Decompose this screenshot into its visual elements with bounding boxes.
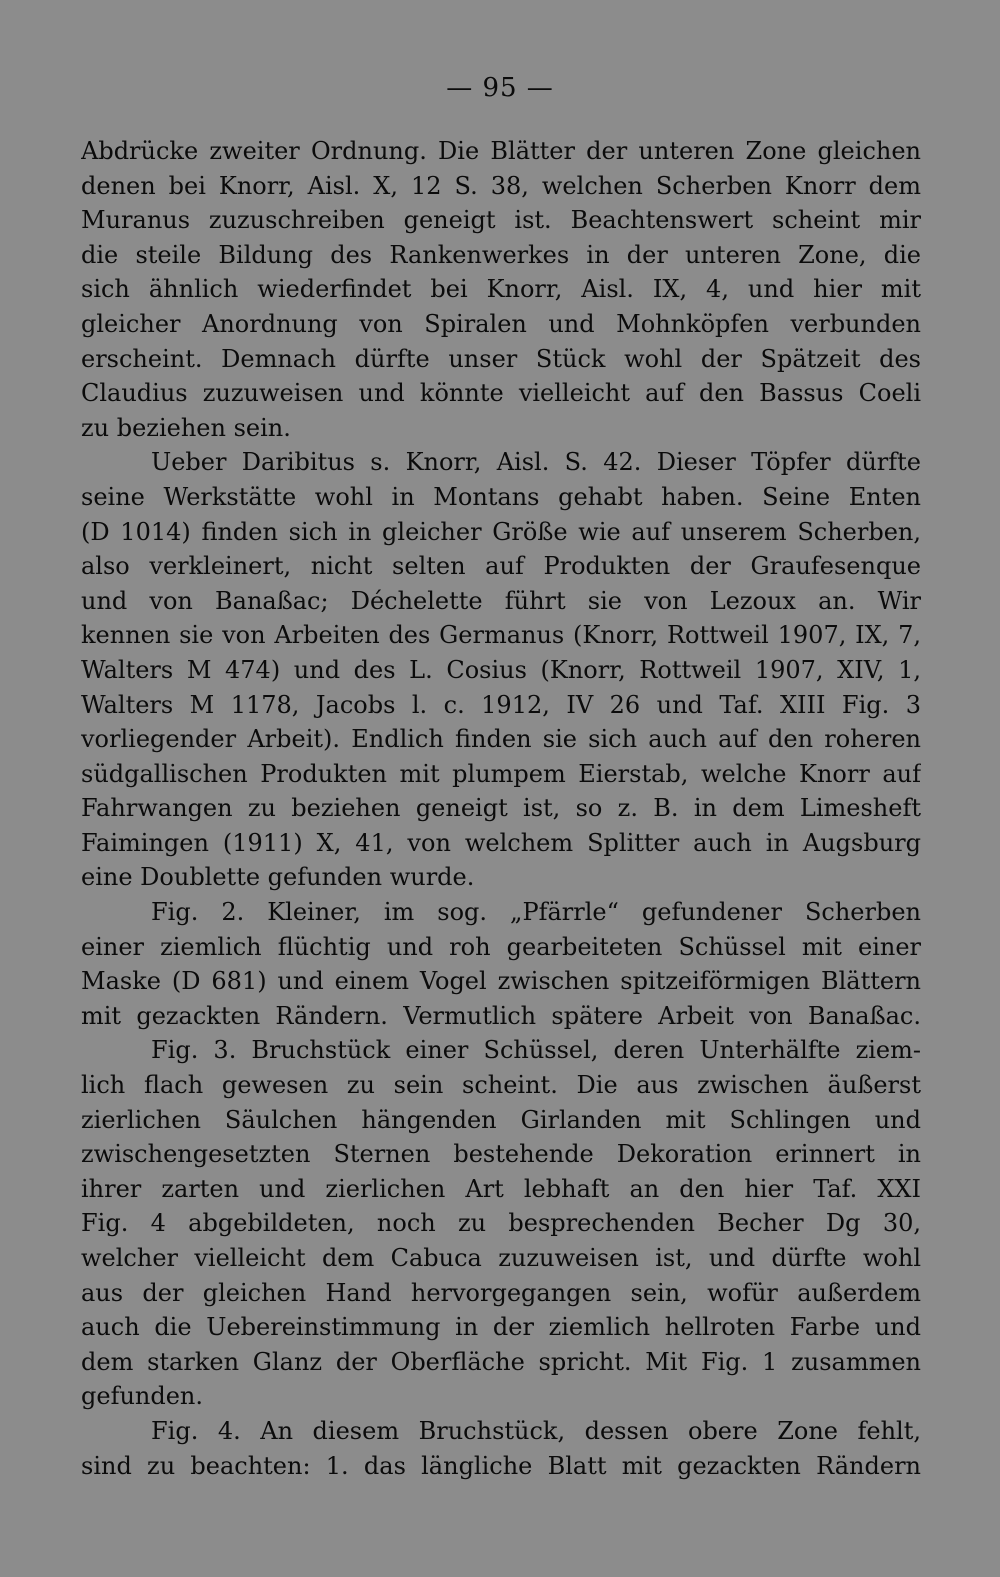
text-line: Abdrücke zweiter Ordnung. Die Blätter der unteren Zone gleichen — [81, 137, 921, 165]
text-line: zu beziehen sein. — [81, 413, 291, 442]
text-line: einer ziemlich flüchtig und roh gearbeiteten Schüssel mit einer — [81, 932, 921, 961]
text-line: aus der gleichen Hand hervorgegangen sein, wofür außerdem — [81, 1278, 921, 1307]
text-line: auch die Uebereinstimmung in der ziemlich hellroten Farbe und — [81, 1313, 921, 1342]
text-line: mit gezackten Rändern. Vermutlich spätere Arbeit von Banaßac. — [81, 1001, 921, 1030]
text-line: eine Doublette gefunden wurde. — [81, 863, 475, 892]
text-line: ihrer zarten und zierlichen Art lebhaft an den hier Taf. XXI — [81, 1174, 921, 1203]
text-line: südgallischen Produkten mit plumpem Eierstab, welche Knorr auf — [81, 759, 921, 788]
text-line: Maske (D 681) und einem Vogel zwischen spitzeiförmigen Blättern — [81, 967, 921, 996]
text-line: sind zu beachten: 1. das längliche Blatt mit gezackten Rändern — [81, 1451, 921, 1480]
text-line: Fig. 2. Kleiner, im sog. „Pfärrle“ gefundener Scherben — [151, 898, 921, 927]
text-line: Ueber Daribitus s. Knorr, Aisl. S. 42. Dieser Töpfer dürfte — [151, 448, 921, 477]
text-line: zierlichen Säulchen hängenden Girlanden mit Schlingen und — [81, 1105, 921, 1134]
text-line: Fig. 4. An diesem Bruchstück, dessen obere Zone fehlt, — [151, 1416, 921, 1445]
text-line: Walters M 1178, Jacobs l. c. 1912, IV 26 und Taf. XIII Fig. 3 — [81, 690, 921, 719]
text-line: gleicher Anordnung von Spiralen und Mohnköpfen verbunden — [81, 309, 921, 338]
text-line: (D 1014) finden sich in gleicher Größe wie auf unserem Scherben, — [81, 517, 921, 546]
text-line: die steile Bildung des Rankenwerkes in der unteren Zone, die — [81, 240, 921, 269]
text-line: erscheint. Demnach dürfte unser Stück wohl der Spätzeit des — [81, 344, 921, 373]
text-line: Walters M 474) und des L. Cosius (Knorr, Rottweil 1907, XIV, 1, — [81, 655, 921, 684]
text-line: kennen sie von Arbeiten des Germanus (Knorr, Rottweil 1907, IX, 7, — [81, 621, 921, 650]
text-line: Muranus zuzuschreiben geneigt ist. Beachtenswert scheint mir — [81, 206, 921, 235]
text-line: Fig. 4 abgebildeten, noch zu besprechenden Becher Dg 30, — [81, 1209, 921, 1238]
text-line: vorliegender Arbeit). Endlich finden sie sich auch auf den roheren — [81, 725, 921, 754]
text-line: Faimingen (1911) X, 41, von welchem Splitter auch in Augsburg — [81, 828, 921, 857]
text-line: welcher vielleicht dem Cabuca zuzuweisen ist, und dürfte wohl — [81, 1244, 921, 1272]
text-line: zwischengesetzten Sternen bestehende Dekoration erinnert in — [81, 1140, 921, 1169]
text-line: und von Banaßac; Déchelette führt sie von Lezoux an. Wir — [81, 586, 921, 615]
text-line: sich ähnlich wiederfindet bei Knorr, Aisl. IX, 4, und hier mit — [81, 275, 921, 304]
text-line: also verkleinert, nicht selten auf Produkten der Graufesenque — [81, 552, 921, 581]
text-line: gefunden. — [81, 1382, 204, 1411]
text-line: Fahrwangen zu beziehen geneigt ist, so z. B. in dem Limesheft — [81, 794, 921, 823]
text-line: lich flach gewesen zu sein scheint. Die aus zwischen äußerst — [81, 1071, 921, 1100]
text-line: Fig. 3. Bruchstück einer Schüssel, deren Unterhälfte ziem- — [151, 1036, 921, 1065]
body-text — [81, 134, 921, 1483]
text-line: Claudius zuzuweisen und könnte vielleicht auf den Bassus Coeli — [81, 379, 921, 408]
text-line: seine Werkstätte wohl in Montans gehabt haben. Seine Enten — [81, 482, 921, 511]
page-number: — 95 — — [446, 73, 554, 103]
text-line: dem starken Glanz der Oberfläche spricht. Mit Fig. 1 zusammen — [81, 1347, 921, 1376]
text-line: denen bei Knorr, Aisl. X, 12 S. 38, welchen Scherben Knorr dem — [81, 171, 921, 200]
